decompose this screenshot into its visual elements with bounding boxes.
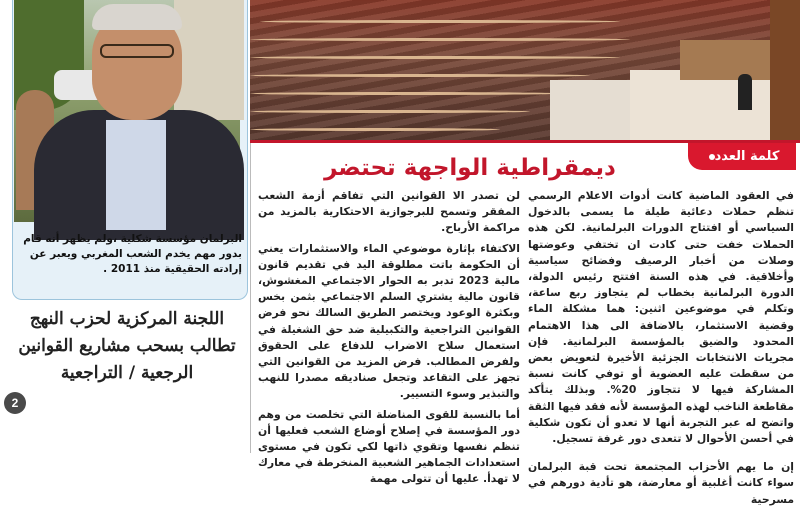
paragraph: أما بالنسبة للقوى المناضلة التي تخلصت من وهم دور المؤسسة في إصلاح أوضاع الشعب فعليها أن تنظم نفسها وتقوي ذاتها لكي تكون في مستوى استعدادات الجماهير الشعبية المنخرطة في معارك لا تهدأ. عليها أن تتولى مهمة bbox=[258, 407, 520, 486]
article-column-left bbox=[258, 188, 520, 486]
editorial-badge bbox=[688, 143, 796, 170]
paragraph: إن ما يهم الأحزاب المجتمعة تحت قبة البرلمان سواء كانت أغلبية أو معارضة، هو تأدية دورهم في مسرحية bbox=[528, 460, 794, 506]
photo-caption: البرلمان مؤسسة شكلية ،ولم يظهر أنه قام بدور مهم يخدم الشعب المغربي ويعبر عن إرادته الحقيقية منذ 2011 . bbox=[23, 233, 242, 275]
parliament-photo bbox=[250, 0, 800, 140]
badge-label: كلمة العدد bbox=[714, 149, 780, 164]
paragraph: في العقود الماضية كانت أدوات الاعلام الرسمي تنظم حملات دعائية طيلة ما يسمى بالدخول السياسي أو افتتاح الدورات البرلمانية. لكن هذه الحملات خفت حتى كادت ان تختفي وعوضتها وصلات من أخبار الرصيف وفضائح سياسية وأخلاقية. في هذه السنة افتتح رئيس الدولة، الدورة البرلمانية بخطاب لم يتجاوز ربع ساعة، وتكلم في موضوعين اثنين: هما مشكلة الماء وقضية الاستثمار، بالاضافة الى هذا الاهتمام المحدود والضيق بالمؤسسة البرلمانية. فإن مجريات الانتخابات الجزئية الأخيرة لتعويض بعض من سقطت عليه العضوية أو توفي كانت نسبة المشاركة فيها لا تتجاوز 20%. وبذلك يتأكد مقاطعة الناخب لهذه المؤسسة لأنه فقد فيها الثقة واتضح له عبر التجربة أنها لا تعدو أن تكون شكلية في أحسن الأحوال لا تتعدى دور غرفة تسجيل. bbox=[528, 189, 794, 446]
editorial-article bbox=[250, 140, 800, 506]
page-number: 2 bbox=[4, 392, 26, 414]
paragraph: لن تصدر الا القوانين التي تفاقم أزمة الشعب المفقر وتسمح للبرجوازية الاحتكارية بالمزيد من مراكمة الأرباح. bbox=[258, 189, 520, 235]
committee-headline[interactable]: اللجنة المركزية لحزب النهج تطالب بسحب مشاريع القوانين الرجعية / التراجعية bbox=[18, 309, 236, 383]
article-title[interactable]: ديمقراطية الواجهة تحتضر bbox=[324, 155, 616, 181]
portrait-photo bbox=[14, 0, 240, 222]
left-sidebar bbox=[0, 0, 248, 450]
paragraph: الاكتفاء بإثارة موضوعي الماء والاستثمارات يعني أن الحكومة باتت مطلوقة اليد في تقديم قانون مالية 2023 تدبر به الحوار الاجتماعي المغشوش، قانون مالية يشتري السلم الاجتماعي بثمن بخس وبكثرة الوعود ويختصر الطريق السالك نحو فرض القوانين التراجعية والتكبيلية ضد حق الشغيلة في استعمال سلاح الاضراب للدفاع على الحقوق ولفرض المطالب. فرض المزيد من القوانين التي تجهز على التقاعد وتجعل صناديقه مصدرا للنهب والتبذير وسوء التسيير. bbox=[258, 241, 520, 401]
article-column-right bbox=[528, 188, 794, 506]
